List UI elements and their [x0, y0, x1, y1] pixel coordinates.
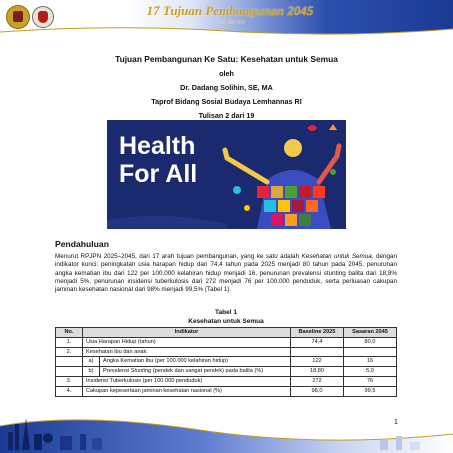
cell-baseline: 74,4 [291, 337, 344, 347]
header-wave-decoration [0, 26, 453, 36]
cell-baseline: 98,0 [291, 386, 344, 396]
section-heading: Pendahuluan [55, 239, 109, 249]
emblem-logo [32, 6, 54, 28]
cell-baseline: 18,80 [291, 367, 344, 377]
cell-no: 1. [56, 337, 83, 347]
health-for-all-banner [107, 120, 346, 229]
cell-text-pre: Prevalensi [103, 368, 131, 375]
cell-text-post: (pendek dan sangat pendek) pada balita (%) [151, 368, 264, 375]
page-header [0, 0, 453, 34]
cell-indikator: Angka Kematian Ibu (per 100.000 kelahiran hidup) [100, 357, 291, 367]
table-row [56, 367, 397, 377]
banner-line-2: For All [119, 160, 198, 188]
header-no: No. [56, 328, 83, 338]
para-text-b: ke satu [256, 253, 278, 260]
cell-no [56, 357, 83, 367]
banner-line-1: Health [119, 132, 196, 160]
doc-title: Tujuan Pembangunan Ke Satu: Kesehatan untuk Semua [115, 54, 338, 64]
page-number: 1 [394, 419, 398, 426]
cell-no [56, 367, 83, 377]
header-indikator: Indikator [83, 328, 291, 338]
table-title: Kesehatan untuk Semua [188, 318, 264, 325]
intro-paragraph [55, 253, 397, 294]
banner-headline [119, 132, 197, 188]
cell-text-italic: Stunting [130, 368, 152, 375]
cell-baseline: 272 [291, 376, 344, 386]
table-row [56, 357, 397, 367]
cell-no: 3. [56, 376, 83, 386]
cell-indikator: Insidensi Tuberkulosis (per 100.000 penduduk) [83, 376, 291, 386]
cell-sasaran: 99,5 [344, 386, 397, 396]
header-baseline: Baseline 2025 [291, 328, 344, 338]
cell-sasaran: 5,0 [344, 367, 397, 377]
table-row [56, 337, 397, 347]
table-number: Tabel 1 [215, 309, 237, 316]
cell-indikator: Usia Harapan Hidup (tahun) [83, 337, 291, 347]
cell-sasaran: 80,0 [344, 337, 397, 347]
cell-indikator: Cakupan kepesertaan jaminan kesehatan nasional (%) [83, 386, 291, 396]
header-sasaran: Sasaran 2045 [344, 328, 397, 338]
para-text-d: Kesehatan untuk Semua [301, 253, 372, 260]
by-line: oleh [219, 69, 234, 78]
header-subtitle: The Series [215, 18, 245, 26]
author-position: Taprof Bidang Sosial Budaya Lemhannas RI [151, 97, 302, 106]
cell-baseline [291, 347, 344, 357]
cell-indikator: Kesehatan ibu dan anak: [83, 347, 291, 357]
cell-no: 2. [56, 347, 83, 357]
para-text-a: Menurut RPJPN 2025–2045, dari 17 arah tujuan pembangunan, yang [55, 253, 257, 260]
indicator-table [55, 327, 397, 397]
cell-indikator [100, 367, 291, 377]
cell-sub-label: b) [83, 367, 100, 377]
cell-sasaran [344, 347, 397, 357]
table-row [56, 347, 397, 357]
table-row [56, 376, 397, 386]
series-note: Tulisan 2 dari 19 [198, 111, 255, 120]
para-text-c: adalah [277, 253, 302, 260]
table-row [56, 386, 397, 396]
cell-sub-label: a) [83, 357, 100, 367]
title-block [60, 54, 393, 120]
para-text-e: , dengan indikator kunci: peningkatan usia harapan hidup dari 74,4 tahun pada 2025 menjadi 80 tahun pada 2045, penurunan angka kematian ibu dari 122 per 100.000 kelahiran hidup menjadi 16, penurunan prevalensi stunting balita dari 18,8% menjadi 5%, penurunan insidensi tuberkulosis dari 272 menjadi 76 per 100.000 penduduk, serta perluasan cakupan jaminan kesehatan nasional dari 98% menjadi 99,5% (Tabel 1). [55, 253, 397, 294]
header-title: 17 Tujuan Pembangunan 2045 [146, 3, 314, 18]
table-header-row [56, 328, 397, 338]
footer-decoration [0, 404, 453, 453]
lemhannas-logo [6, 5, 30, 29]
cell-sasaran: 16 [344, 357, 397, 367]
cell-sasaran: 76 [344, 376, 397, 386]
cell-baseline: 122 [291, 357, 344, 367]
author-name: Dr. Dadang Solihin, SE, MA [180, 83, 273, 92]
cell-no: 4. [56, 386, 83, 396]
table-caption [55, 308, 397, 326]
